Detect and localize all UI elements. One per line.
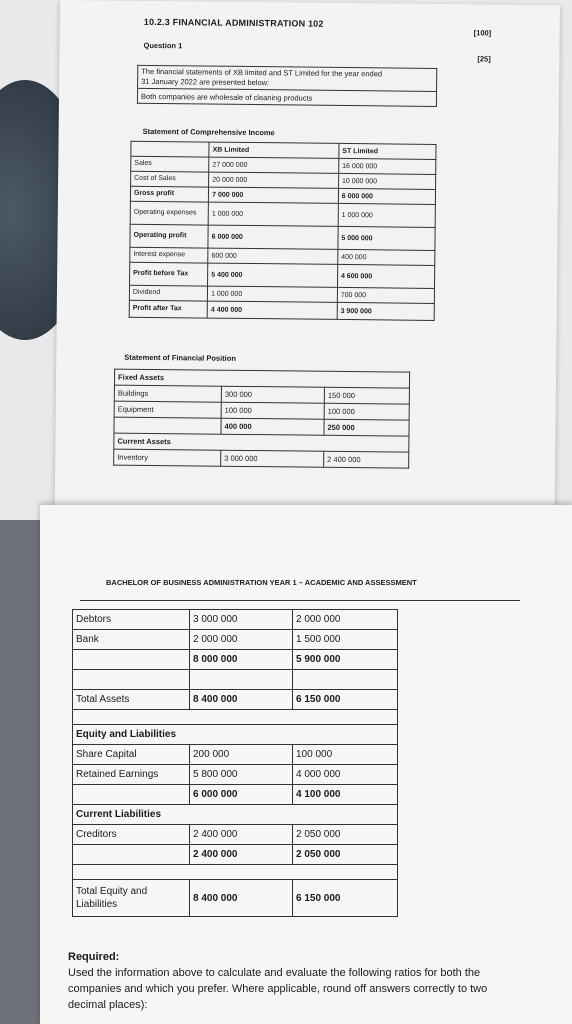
table-row: 8 000 000 5 900 000 xyxy=(73,650,398,670)
table-row: Interest expense 600 000 400 000 xyxy=(130,247,435,265)
required-line-3: decimal places): xyxy=(68,999,148,1011)
intro-box xyxy=(137,65,437,107)
fixed-assets-heading: Fixed Assets xyxy=(114,369,409,388)
table-row: Inventory 3 000 000 2 400 000 xyxy=(114,449,409,468)
equity-liabilities-heading: Equity and Liabilities xyxy=(73,725,398,745)
table-row: 400 000 250 000 xyxy=(114,417,409,436)
income-statement-table xyxy=(129,141,437,321)
question-title: Question 1 xyxy=(143,40,183,51)
header-rule xyxy=(80,600,520,601)
col-header-st: ST Limited xyxy=(339,143,436,159)
table-row xyxy=(73,805,398,825)
table-row: Profit before Tax 5 400 000 4 600 000 xyxy=(130,262,435,288)
table-row: Cost of Sales 20 000 000 10 000 000 xyxy=(131,171,436,189)
intro-line-1: The financial statements of XB limited and ST Limited for the year ended xyxy=(141,66,383,79)
income-statement-title: Statement of Comprehensive Income xyxy=(142,126,275,138)
intro-line-3: Both companies are wholesale of cleaning products xyxy=(137,88,436,106)
table-row: Creditors 2 400 000 2 050 000 xyxy=(73,825,398,845)
table-row: Gross profit 7 000 000 6 000 000 xyxy=(130,186,435,204)
table-row: Buildings 300 000 150 000 xyxy=(114,385,409,404)
table-row: Debtors 3 000 000 2 000 000 xyxy=(73,610,398,630)
financial-position-title: Statement of Financial Position xyxy=(124,352,236,363)
table-row: Sales 27 000 000 16 000 000 xyxy=(131,156,436,174)
current-liabilities-heading: Current Liabilities xyxy=(73,805,398,825)
col-header-xb: XB Limited xyxy=(209,142,339,158)
exam-page-1 xyxy=(55,0,560,510)
current-assets-heading: Current Assets xyxy=(114,433,409,452)
table-row: Dividend 1 000 000 700 000 xyxy=(129,285,434,303)
total-marks: [100] xyxy=(473,28,492,38)
table-row: Operating profit 6 000 000 5 000 000 xyxy=(130,224,435,250)
required-line-1: Used the information above to calculate and evaluate the following ratios for both the xyxy=(68,967,481,979)
table-row: Share Capital 200 000 100 000 xyxy=(73,745,398,765)
course-header: 10.2.3 FINANCIAL ADMINISTRATION 102 xyxy=(143,16,324,29)
question-marks: [25] xyxy=(477,54,491,64)
required-heading: Required: xyxy=(68,951,120,963)
table-row: 2 400 000 2 050 000 xyxy=(73,845,398,865)
table-row: Retained Earnings 5 800 000 4 000 000 xyxy=(73,765,398,785)
table-row xyxy=(73,865,398,880)
table-row xyxy=(73,710,398,725)
table-row: Profit after Tax 4 400 000 3 900 000 xyxy=(129,300,434,320)
table-row: Total Assets 8 400 000 6 150 000 xyxy=(73,690,398,710)
table-row xyxy=(73,725,398,745)
page-2-header: BACHELOR OF BUSINESS ADMINISTRATION YEAR 1 – ACADEMIC AND ASSESSMENT xyxy=(106,578,417,587)
table-row: Equipment 100 000 100 000 xyxy=(114,401,409,420)
financial-position-table xyxy=(113,369,410,469)
table-row: Total Equity and Liabilities 8 400 000 6 150 000 xyxy=(73,880,398,917)
balance-sheet-table xyxy=(72,609,398,917)
table-row: Operating expenses 1 000 000 1 000 000 xyxy=(130,201,435,227)
table-row: Bank 2 000 000 1 500 000 xyxy=(73,630,398,650)
exam-page-2 xyxy=(40,505,572,1024)
intro-line-2: 31 January 2022 are presented below: xyxy=(141,76,270,88)
table-row: 6 000 000 4 100 000 xyxy=(73,785,398,805)
required-line-2: companies and which you prefer. Where applicable, round off answers correctly to two xyxy=(68,983,488,995)
table-row xyxy=(73,670,398,690)
